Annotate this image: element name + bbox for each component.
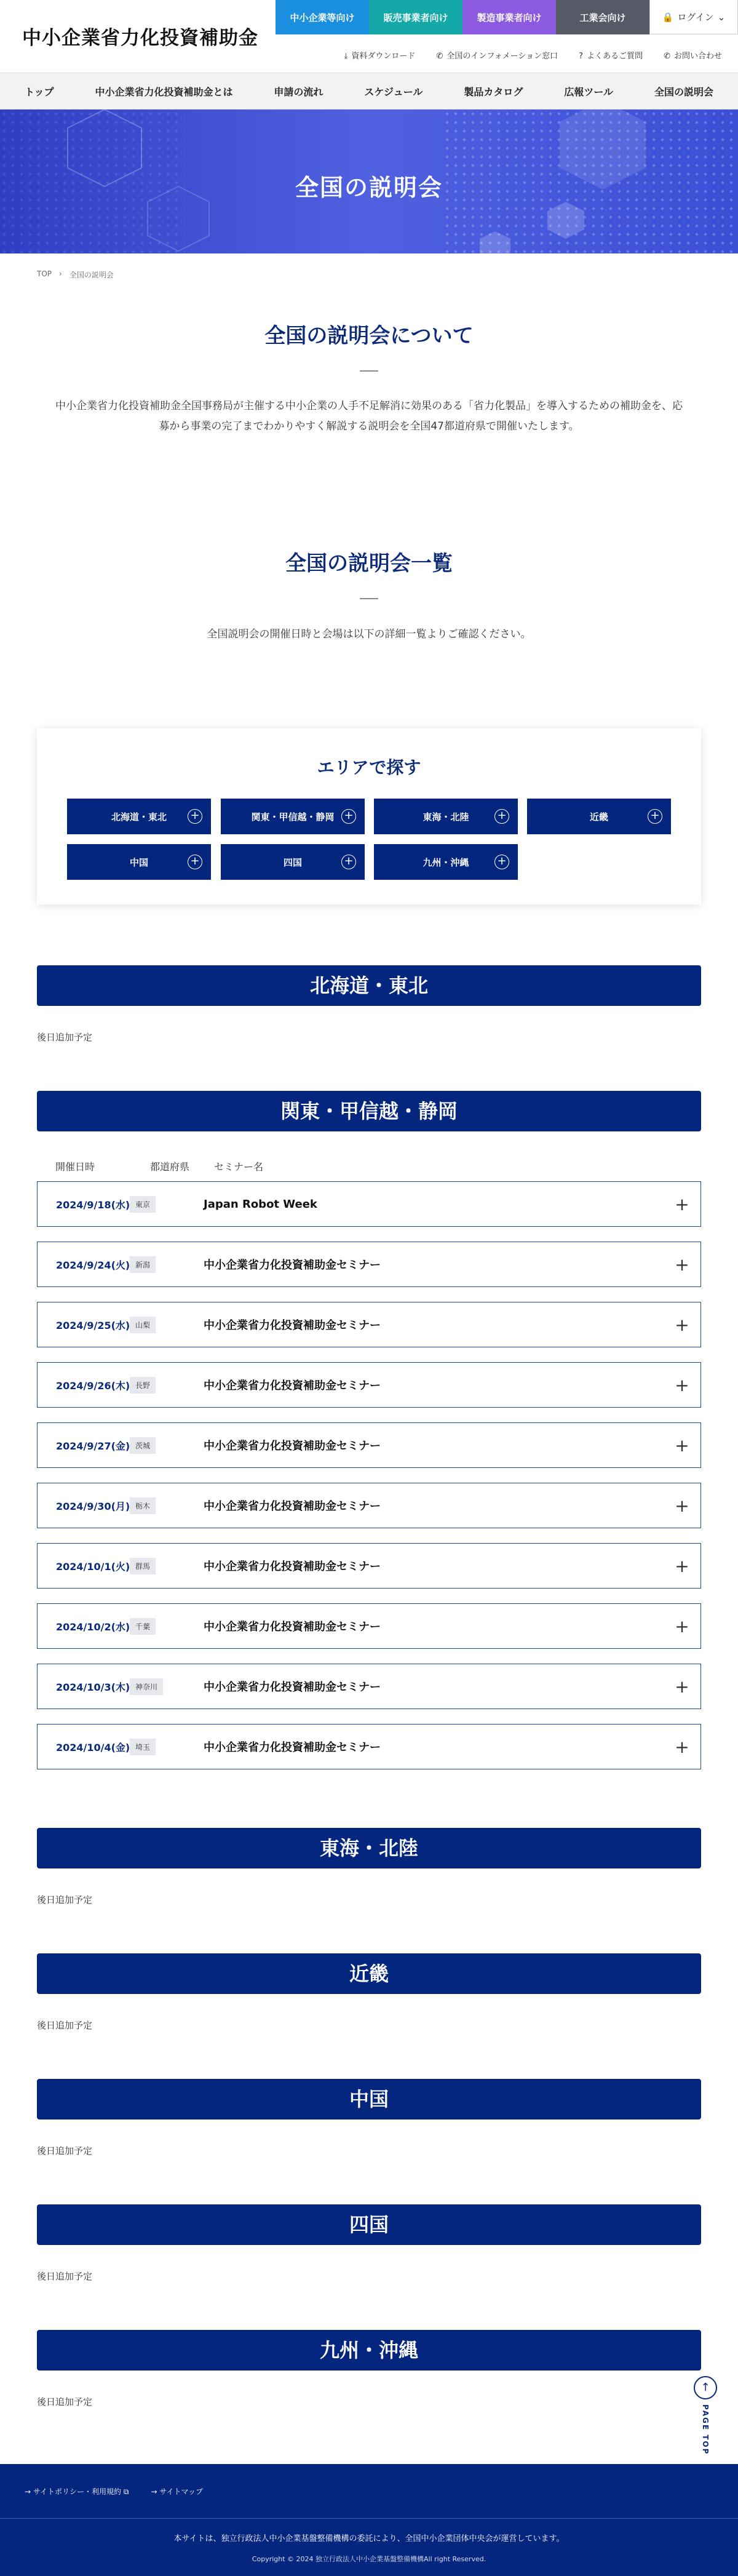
region-pending-hokkaido: 後日追加予定 [37, 1032, 93, 1043]
area-button-chugoku[interactable]: 中国 + [67, 844, 211, 880]
global-nav [0, 73, 738, 110]
seminar-date: 2024/10/2(水) [56, 1621, 130, 1633]
breadcrumb-separator: › [59, 269, 62, 278]
region-pending-kyushu: 後日追加予定 [37, 2396, 93, 2407]
prefecture-badge: 群馬 [130, 1558, 156, 1574]
plus-icon[interactable]: + [675, 1616, 689, 1637]
seminar-row[interactable] [37, 1724, 701, 1769]
region-heading-hokkaido: 北海道・東北 [37, 965, 701, 1006]
seminar-date: 2024/9/24(火) [56, 1259, 130, 1271]
utility-links [344, 49, 722, 61]
seminar-row[interactable] [37, 1362, 701, 1408]
about-divider [360, 370, 378, 372]
seminar-row[interactable] [37, 1483, 701, 1528]
tab-sme[interactable]: 中小企業等向け [276, 0, 369, 34]
about-title: 全国の説明会について [264, 324, 474, 348]
seminar-pref-wrap [130, 1497, 191, 1514]
seminar-date: 2024/9/30(月) [56, 1500, 130, 1512]
seminar-pref-wrap [130, 1437, 191, 1454]
site-header [0, 0, 738, 73]
list-title: 全国の説明会一覧 [285, 551, 453, 576]
region-heading-kyushu: 九州・沖縄 [37, 2330, 701, 2371]
arrow-right-icon: → [151, 2487, 160, 2496]
region-pending-tokai: 後日追加予定 [37, 1894, 93, 1905]
utility-download[interactable]: ⤓ 資料ダウンロード [344, 52, 416, 61]
seminar-name: 中小企業省力化投資補助金セミナー [204, 1741, 381, 1754]
prefecture-badge: 茨城 [130, 1437, 156, 1454]
seminar-pref-wrap [130, 1618, 191, 1635]
seminar-pref-wrap [130, 1317, 191, 1333]
prefecture-badge: 栃木 [130, 1497, 156, 1514]
seminar-date: 2024/9/18(水) [56, 1198, 130, 1211]
area-button-hokkaido[interactable]: 北海道・東北 + [67, 799, 211, 834]
area-button-kanto[interactable]: 関東・甲信越・静岡 + [221, 799, 365, 834]
nav-flow[interactable]: 申請の流れ [274, 86, 323, 98]
seminar-pref-wrap [130, 1196, 191, 1213]
region-pending-kinki: 後日追加予定 [37, 2020, 93, 2031]
prefecture-badge: 神奈川 [130, 1678, 163, 1695]
footer-links [25, 2486, 203, 2497]
chevron-down-icon: ⌄ [717, 11, 726, 23]
seminar-pref-wrap [130, 1739, 191, 1755]
seminar-name: 中小企業省力化投資補助金セミナー [204, 1440, 381, 1453]
region-heading-kinki: 近畿 [37, 1953, 701, 1994]
login-label: ログイン [677, 12, 714, 23]
area-button-tokai[interactable]: 東海・北陸 + [374, 799, 518, 834]
prefecture-badge: 東京 [130, 1196, 156, 1213]
area-button-kinki[interactable]: 近畿 + [527, 799, 671, 834]
seminar-row[interactable] [37, 1181, 701, 1227]
plus-circle-icon: + [648, 809, 662, 824]
column-name: セミナー名 [214, 1161, 264, 1173]
seminar-date: 2024/10/3(木) [56, 1681, 130, 1693]
prefecture-badge: 山梨 [130, 1317, 156, 1333]
seminar-pref-wrap [130, 1377, 191, 1394]
seminar-name: 中小企業省力化投資補助金セミナー [204, 1621, 381, 1633]
region-heading-shikoku: 四国 [37, 2204, 701, 2245]
seminar-row[interactable] [37, 1543, 701, 1589]
footer-link-sitemap[interactable]: → サイトマップ [151, 2487, 203, 2496]
breadcrumb [37, 269, 114, 280]
tab-association[interactable]: 工業会向け [556, 0, 649, 34]
tab-sales[interactable]: 販売事業者向け [369, 0, 462, 34]
prefecture-badge: 千葉 [130, 1618, 156, 1635]
utility-contact[interactable]: ✆ お問い合わせ [664, 52, 722, 61]
region-pending-shikoku: 後日追加予定 [37, 2271, 93, 2282]
seminar-row[interactable] [37, 1603, 701, 1649]
area-search-box [37, 728, 701, 904]
seminar-row[interactable] [37, 1302, 701, 1347]
footer-note: 本サイトは、独立行政法人中小企業基盤整備機構の委託により、全国中小企業団体中央会が運営しています。 [173, 2534, 565, 2543]
list-text: 全国説明会の開催日時と会場は以下の詳細一覧よりご確認ください。 [207, 628, 531, 640]
plus-circle-icon: + [494, 809, 509, 824]
column-date: 開催日時 [55, 1161, 95, 1173]
about-text: 中小企業省力化投資補助金全国事務局が主催する中小企業の人手不足解消に効果のある「省力化製品」を導入するための補助金を、応 募から事業の完了までわかりやすく解説する説明会を全国47都道府県で開催いたします。 [55, 400, 683, 433]
region-heading-tokai: 東海・北陸 [37, 1828, 701, 1868]
login-button[interactable] [649, 0, 738, 34]
seminar-pref-wrap [130, 1678, 191, 1695]
plus-icon[interactable]: + [675, 1194, 689, 1214]
seminar-date: 2024/10/1(火) [56, 1560, 130, 1573]
breadcrumb-current: 全国の説明会 [69, 271, 114, 279]
seminar-row[interactable] [37, 1664, 701, 1709]
external-link-icon: ⧉ [121, 2487, 129, 2496]
nav-about[interactable]: 中小企業省力化投資補助金とは [95, 86, 233, 98]
seminar-table-header [55, 1159, 263, 1173]
page-top-label: PAGE TOP [701, 2404, 710, 2455]
plus-icon[interactable]: + [675, 1374, 689, 1395]
plus-circle-icon: + [188, 855, 202, 869]
plus-icon[interactable]: + [675, 1495, 689, 1516]
nav-seminars[interactable]: 全国の説明会 [654, 86, 713, 98]
arrow-right-icon: → [25, 2487, 33, 2496]
seminar-date: 2024/9/27(金) [56, 1440, 130, 1452]
seminar-name: 中小企業省力化投資補助金セミナー [204, 1560, 381, 1573]
plus-icon[interactable]: + [675, 1736, 689, 1757]
region-pending-chugoku: 後日追加予定 [37, 2145, 93, 2156]
site-footer [0, 2464, 738, 2576]
page-title: 全国の説明会 [295, 174, 443, 201]
area-title: エリアで探す [317, 757, 421, 778]
plus-icon[interactable]: + [675, 1314, 689, 1335]
plus-circle-icon: + [494, 855, 509, 869]
region-heading-kanto: 関東・甲信越・静岡 [37, 1091, 701, 1131]
breadcrumb-top[interactable]: TOP [37, 269, 52, 278]
nav-catalog[interactable]: 製品カタログ [464, 86, 523, 98]
footer-copyright: Copyright © 2024 独立行政法人中小企業基盤整備機構All right Reserved. [252, 2555, 486, 2563]
seminar-name: 中小企業省力化投資補助金セミナー [204, 1319, 381, 1332]
plus-icon[interactable]: + [675, 1254, 689, 1275]
contact-phone-icon: ✆ [664, 52, 670, 61]
plus-icon[interactable]: + [675, 1555, 689, 1576]
prefecture-badge: 埼玉 [130, 1739, 156, 1755]
lock-icon: 🔒 [662, 11, 674, 23]
seminar-pref-wrap [130, 1256, 191, 1273]
footer-divider [0, 2518, 738, 2519]
download-icon: ⤓ [344, 52, 348, 61]
plus-circle-icon: + [341, 855, 356, 869]
nav-pr-tools[interactable]: 広報ツール [564, 86, 613, 98]
area-button-shikoku[interactable]: 四国 + [221, 844, 365, 880]
seminar-date: 2024/9/26(木) [56, 1379, 130, 1392]
prefecture-badge: 長野 [130, 1377, 156, 1394]
seminar-name: 中小企業省力化投資補助金セミナー [204, 1379, 381, 1392]
plus-icon[interactable]: + [675, 1676, 689, 1697]
nav-schedule[interactable]: スケジュール [364, 86, 423, 98]
seminar-name: Japan Robot Week [204, 1197, 317, 1211]
arrow-up-icon: ↑ [694, 2376, 717, 2399]
hero-banner [0, 110, 738, 253]
seminar-name: 中小企業省力化投資補助金セミナー [204, 1259, 381, 1272]
seminar-name: 中小企業省力化投資補助金セミナー [204, 1681, 381, 1694]
utility-faq[interactable]: ? よくあるご質問 [579, 52, 643, 61]
seminar-date: 2024/10/4(金) [56, 1741, 130, 1753]
help-icon: ? [579, 52, 584, 61]
list-divider [360, 598, 378, 599]
page-top-button[interactable] [694, 2376, 717, 2455]
audience-tabs [276, 0, 738, 34]
phone-icon: ✆ [436, 52, 443, 61]
area-button-kyushu[interactable]: 九州・沖縄 + [374, 844, 518, 880]
seminar-name: 中小企業省力化投資補助金セミナー [204, 1500, 381, 1513]
utility-info[interactable]: ✆ 全国のインフォメーション窓口 [436, 52, 558, 61]
plus-circle-icon: + [188, 809, 202, 824]
site-logo[interactable]: 中小企業省力化投資補助金 [22, 27, 258, 49]
plus-circle-icon: + [341, 809, 356, 824]
seminar-row[interactable] [37, 1422, 701, 1468]
seminar-row[interactable] [37, 1242, 701, 1287]
tab-manufacturer[interactable]: 製造事業者向け [462, 0, 556, 34]
footer-link-policy[interactable]: → サイトポリシー・利用規約 ⧉ [25, 2487, 129, 2496]
nav-top[interactable]: トップ [25, 86, 54, 98]
plus-icon[interactable]: + [675, 1435, 689, 1456]
region-heading-chugoku: 中国 [37, 2079, 701, 2119]
seminar-date: 2024/9/25(水) [56, 1319, 130, 1331]
column-pref: 都道府県 [150, 1161, 190, 1173]
seminar-pref-wrap [130, 1558, 191, 1574]
prefecture-badge: 新潟 [130, 1256, 156, 1273]
